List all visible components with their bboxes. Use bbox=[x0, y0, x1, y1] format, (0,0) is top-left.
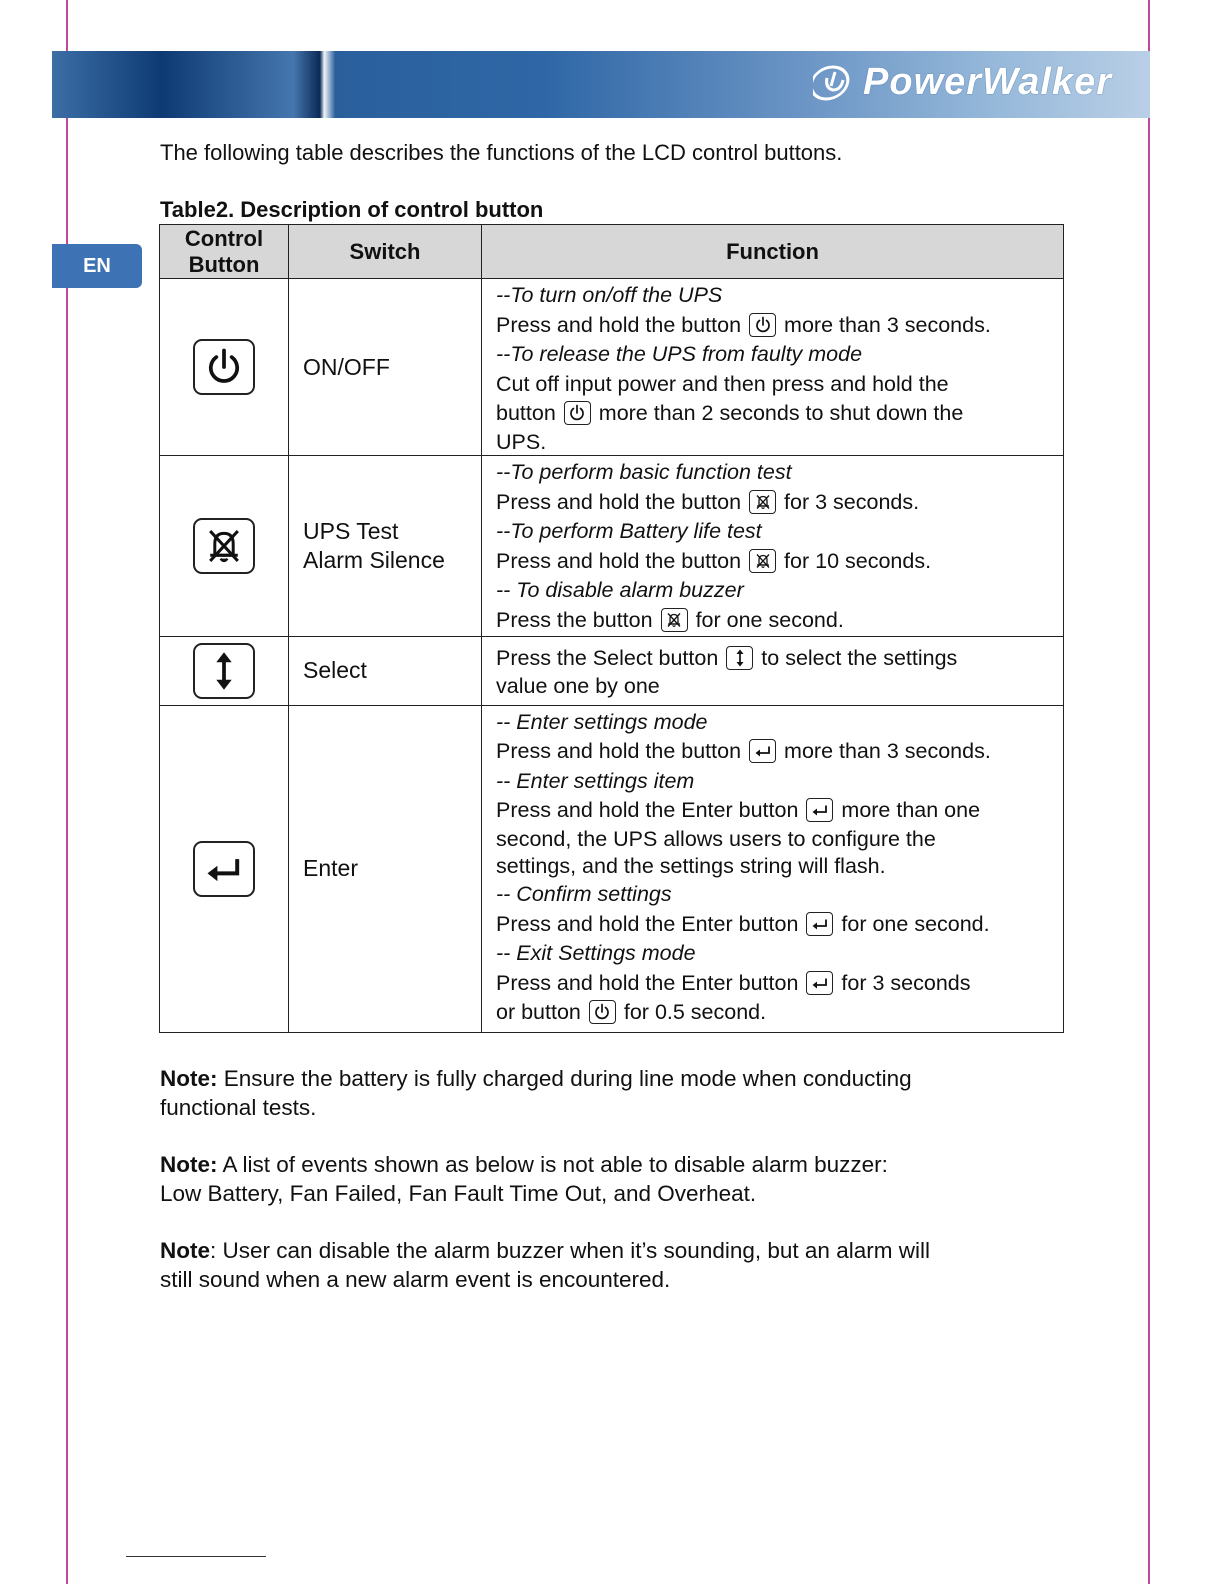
table-row bbox=[160, 705, 1064, 1032]
right-margin-line bbox=[1148, 0, 1150, 1584]
bell-muted-icon bbox=[201, 523, 247, 569]
enter-icon bbox=[200, 847, 248, 891]
power-icon bbox=[592, 1002, 612, 1022]
brand-logo bbox=[813, 61, 1112, 104]
inline-key bbox=[749, 313, 776, 337]
function-text: more than one bbox=[841, 798, 981, 823]
function-line: UPS. bbox=[496, 429, 547, 454]
control-button-cell bbox=[160, 705, 289, 1032]
control-button-table bbox=[159, 224, 1064, 1033]
enter-icon bbox=[810, 800, 830, 820]
bell-muted-icon bbox=[753, 492, 773, 512]
footer-rule bbox=[126, 1556, 266, 1557]
function-line bbox=[496, 910, 1053, 940]
note-label: Note: bbox=[160, 1152, 218, 1177]
table-row bbox=[160, 456, 1064, 637]
control-button-cell bbox=[160, 636, 289, 705]
function-heading: -- Confirm settings bbox=[496, 881, 672, 906]
function-heading: --To perform Battery life test bbox=[496, 519, 762, 544]
function-text: Press and hold the Enter button bbox=[496, 911, 799, 936]
function-cell bbox=[482, 705, 1064, 1032]
table-row bbox=[160, 279, 1064, 456]
header-banner bbox=[52, 51, 1150, 118]
inline-key bbox=[564, 401, 591, 425]
function-text: for 3 seconds. bbox=[784, 489, 920, 514]
header-control-button bbox=[160, 225, 289, 279]
function-text: for 10 seconds. bbox=[784, 548, 932, 573]
inline-key bbox=[749, 549, 776, 573]
up-down-arrow-icon bbox=[202, 648, 246, 694]
note-text: A list of events shown as below is not able to disable alarm buzzer: bbox=[222, 1152, 888, 1177]
power-icon bbox=[753, 315, 773, 335]
function-heading: -- To disable alarm buzzer bbox=[496, 578, 744, 603]
function-heading: --To turn on/off the UPS bbox=[496, 283, 723, 307]
function-text: Press the button bbox=[496, 607, 653, 632]
function-text: Press and hold the button bbox=[496, 548, 742, 573]
function-text: or button bbox=[496, 1000, 581, 1025]
function-text: more than 3 seconds. bbox=[784, 739, 991, 764]
function-heading: -- Exit Settings mode bbox=[496, 941, 696, 966]
function-line bbox=[496, 547, 1053, 577]
function-text: Press and hold the button bbox=[496, 489, 742, 514]
powerwalker-logo-icon bbox=[813, 62, 855, 104]
function-text: more than 3 seconds. bbox=[784, 312, 991, 337]
inline-key bbox=[806, 798, 833, 822]
header-control-line1: Control bbox=[184, 225, 264, 251]
header-function: Function bbox=[482, 225, 1064, 279]
function-text: to select the settings bbox=[761, 645, 958, 670]
function-line bbox=[496, 969, 1053, 999]
control-button-cell bbox=[160, 456, 289, 637]
power-button-key bbox=[193, 339, 255, 395]
left-margin-line bbox=[66, 0, 68, 1584]
function-line bbox=[496, 644, 1053, 674]
switch-cell bbox=[289, 456, 482, 637]
function-line bbox=[496, 737, 1053, 767]
switch-cell: ON/OFF bbox=[289, 279, 482, 456]
function-line bbox=[496, 311, 1053, 341]
enter-icon bbox=[810, 914, 830, 934]
inline-key bbox=[589, 1000, 616, 1024]
inline-key bbox=[806, 971, 833, 995]
function-line: value one by one bbox=[496, 674, 660, 699]
function-heading: -- Enter settings item bbox=[496, 768, 695, 793]
function-cell bbox=[482, 456, 1064, 637]
function-text: for one second. bbox=[841, 911, 990, 936]
function-cell bbox=[482, 279, 1064, 456]
function-line: settings, and the settings string will flash. bbox=[496, 853, 886, 878]
function-text: Press and hold the button bbox=[496, 312, 742, 337]
function-text: Press and hold the Enter button bbox=[496, 798, 799, 823]
note-text: : User can disable the alarm buzzer when it’s sounding, but an alarm will bbox=[210, 1238, 930, 1263]
function-line bbox=[496, 606, 1053, 636]
language-tab: EN bbox=[52, 244, 142, 288]
note-label: Note bbox=[160, 1238, 210, 1263]
switch-cell: Enter bbox=[289, 705, 482, 1032]
function-text: Press and hold the button bbox=[496, 739, 742, 764]
inline-key bbox=[726, 646, 753, 670]
table-caption: Table2. Description of control button bbox=[160, 197, 544, 222]
function-text: for one second. bbox=[695, 607, 844, 632]
note-battery bbox=[160, 1064, 1060, 1122]
enter-icon bbox=[810, 973, 830, 993]
function-text: more than 2 seconds to shut down the bbox=[598, 401, 964, 426]
note-text: functional tests. bbox=[160, 1095, 317, 1120]
note-label: Note: bbox=[160, 1066, 218, 1091]
switch-cell: Select bbox=[289, 636, 482, 705]
function-line bbox=[496, 998, 1053, 1028]
header-switch: Switch bbox=[289, 225, 482, 279]
function-heading: --To release the UPS from faulty mode bbox=[496, 342, 863, 367]
enter-button-key bbox=[193, 841, 255, 897]
note-text: still sound when a new alarm event is encountered. bbox=[160, 1267, 671, 1292]
power-icon bbox=[567, 403, 587, 423]
enter-icon bbox=[753, 741, 773, 761]
function-text: Press and hold the Enter button bbox=[496, 970, 799, 995]
power-icon bbox=[202, 345, 246, 389]
function-heading: -- Enter settings mode bbox=[496, 709, 708, 734]
inline-key bbox=[749, 739, 776, 763]
alarm-button-key bbox=[193, 518, 255, 574]
table-row bbox=[160, 636, 1064, 705]
function-line: second, the UPS allows users to configure the bbox=[496, 826, 936, 851]
function-line bbox=[496, 399, 1053, 429]
inline-key bbox=[661, 608, 688, 632]
note-text: Low Battery, Fan Failed, Fan Fault Time Out, and Overheat. bbox=[160, 1181, 757, 1206]
inline-key bbox=[806, 912, 833, 936]
up-down-arrow-icon bbox=[730, 648, 750, 668]
intro-text: The following table describes the functions of the LCD control buttons. bbox=[160, 140, 843, 165]
function-text: button bbox=[496, 401, 556, 426]
header-control-line2: Button bbox=[188, 251, 260, 277]
bell-muted-icon bbox=[664, 610, 684, 630]
switch-line: UPS Test bbox=[303, 517, 399, 544]
switch-line: Alarm Silence bbox=[303, 546, 445, 573]
function-text: for 0.5 second. bbox=[623, 1000, 767, 1025]
function-line bbox=[496, 488, 1053, 518]
select-button-key bbox=[193, 643, 255, 699]
note-text: Ensure the battery is fully charged during line mode when conducting bbox=[223, 1066, 912, 1091]
inline-key bbox=[749, 490, 776, 514]
bell-muted-icon bbox=[753, 551, 773, 571]
function-cell bbox=[482, 636, 1064, 705]
table-header-row bbox=[160, 225, 1064, 279]
brand-name: PowerWalker bbox=[863, 61, 1112, 103]
control-button-cell bbox=[160, 279, 289, 456]
function-text: for 3 seconds bbox=[841, 970, 971, 995]
function-text: Press the Select button bbox=[496, 645, 719, 670]
note-alarm-events bbox=[160, 1150, 1060, 1208]
function-line bbox=[496, 796, 1053, 826]
function-heading: --To perform basic function test bbox=[496, 460, 792, 484]
note-buzzer bbox=[160, 1236, 1060, 1294]
function-line: Cut off input power and then press and hold the bbox=[496, 371, 949, 396]
